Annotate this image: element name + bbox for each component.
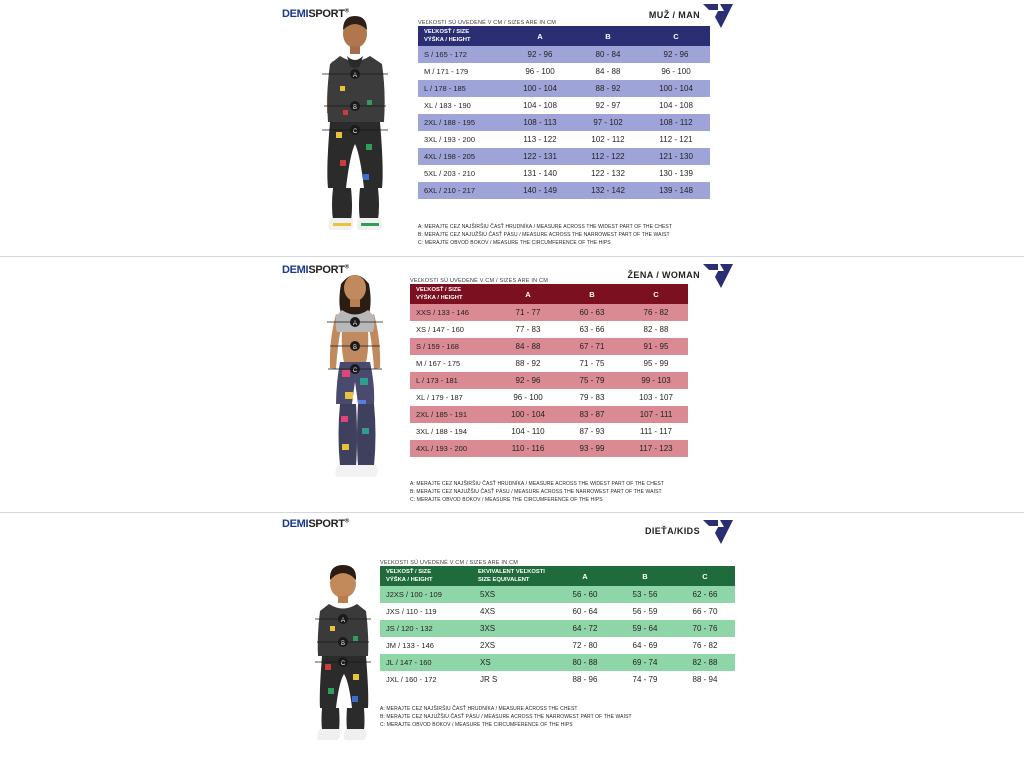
table-row (380, 620, 735, 637)
header-height-label-kids: VÝŠKA / HEIGHT (386, 577, 433, 583)
cell-b: 122 - 132 (574, 165, 642, 182)
header-size-women (410, 284, 496, 304)
svg-text:A: A (352, 73, 358, 79)
panel-title-kids: DIEŤA/KIDS (644, 526, 700, 536)
header-b-women: B (560, 284, 624, 304)
units-note-women: VEĽKOSTI SÚ UVEDENÉ V CM / SIZES ARE IN CM (410, 278, 548, 284)
table-row (410, 406, 688, 423)
figure-man (300, 14, 410, 242)
panel-title-men: MUŽ / MAN (648, 10, 700, 20)
cell-a: 131 - 140 (506, 165, 574, 182)
cell-c: 112 - 121 (642, 131, 710, 148)
figure-kid (295, 564, 391, 750)
cell-b: 87 - 93 (560, 423, 624, 440)
cell-b: 60 - 63 (560, 304, 624, 321)
cell-a: 104 - 108 (506, 97, 574, 114)
logo-demi-text: DEMI (282, 264, 309, 276)
header-height-label-women: VÝŠKA / HEIGHT (416, 295, 463, 301)
cell-a: 108 - 113 (506, 114, 574, 131)
table-header-row-women (410, 284, 688, 304)
table-row (418, 63, 710, 80)
cell-size: 6XL / 210 - 217 (418, 182, 506, 199)
cell-equivalent: 2XS (472, 637, 555, 654)
cell-c: 104 - 108 (642, 97, 710, 114)
cell-b: 56 - 59 (615, 603, 675, 620)
table-row (410, 321, 688, 338)
cell-a: 140 - 149 (506, 182, 574, 199)
cell-size: JM / 133 - 146 (380, 637, 472, 654)
cell-size: L / 178 - 185 (418, 80, 506, 97)
header-a-women: A (496, 284, 560, 304)
header-size-men (418, 26, 506, 46)
panel-women (0, 256, 1024, 512)
brand-chevron-icon (703, 264, 733, 288)
cell-c: 82 - 88 (675, 654, 735, 671)
legend-kids (380, 706, 632, 729)
cell-b: 83 - 87 (560, 406, 624, 423)
cell-c: 107 - 111 (624, 406, 688, 423)
table-row (410, 423, 688, 440)
cell-b: 88 - 92 (574, 80, 642, 97)
cell-c: 100 - 104 (642, 80, 710, 97)
cell-b: 69 - 74 (615, 654, 675, 671)
cell-size: J2XS / 100 - 109 (380, 586, 472, 603)
legend-line-c: C: MERAJTE OBVOD BOKOV / MEASURE THE CIRCUMFERENCE OF THE HIPS (380, 721, 573, 728)
logo-sport-text: SPORT (308, 518, 345, 530)
cell-size: XL / 183 - 190 (418, 97, 506, 114)
logo-demi-text: DEMI (282, 8, 309, 20)
legend-line-a: A: MERAJTE CEZ NAJŠIRŠIU ČASŤ HRUDNÍKA / MEASURE ACROSS THE WIDEST PART OF THE CHEST (410, 481, 664, 487)
cell-b: 92 - 97 (574, 97, 642, 114)
cell-b: 59 - 64 (615, 620, 675, 637)
cell-size: JL / 147 - 160 (380, 654, 472, 671)
legend-line-a: A: MERAJTE CEZ NAJŠIRŠIU ČASŤ HRUDNÍKA / MEASURE ACROSS THE WIDEST PART OF THE CHEST (418, 224, 672, 230)
cell-c: 103 - 107 (624, 389, 688, 406)
header-a-kids: A (555, 566, 615, 586)
units-note-kids: VEĽKOSTI SÚ UVEDENÉ V CM / SIZES ARE IN CM (380, 560, 518, 566)
cell-a: 92 - 96 (506, 46, 574, 63)
cell-size: XL / 179 - 187 (410, 389, 496, 406)
table-row (418, 165, 710, 182)
header-size-label-kids: VEĽKOSŤ / SIZE (386, 568, 432, 575)
cell-b: 67 - 71 (560, 338, 624, 355)
table-header-row-kids (380, 566, 735, 586)
cell-size: 4XL / 193 - 200 (410, 440, 496, 457)
legend-women (410, 481, 664, 504)
svg-text:C: C (352, 129, 358, 135)
table-row (410, 304, 688, 321)
size-table-women (410, 284, 688, 457)
cell-a: 84 - 88 (496, 338, 560, 355)
cell-c: 82 - 88 (624, 321, 688, 338)
table-row (380, 671, 735, 688)
cell-size: JXL / 160 - 172 (380, 671, 472, 688)
cell-c: 117 - 123 (624, 440, 688, 457)
panel-title-women: ŽENA / WOMAN (627, 270, 700, 280)
cell-c: 91 - 95 (624, 338, 688, 355)
svg-text:B: B (352, 345, 358, 351)
logo-demi-text: DEMI (282, 518, 309, 530)
table-row (410, 338, 688, 355)
cell-c: 95 - 99 (624, 355, 688, 372)
cell-a: 96 - 100 (506, 63, 574, 80)
logo-trademark: ® (344, 8, 349, 15)
logo-trademark: ® (344, 518, 349, 525)
cell-size: L / 173 - 181 (410, 372, 496, 389)
cell-size: 4XL / 198 - 205 (418, 148, 506, 165)
cell-c: 88 - 94 (675, 671, 735, 688)
size-table-kids (380, 566, 735, 688)
cell-b: 93 - 99 (560, 440, 624, 457)
header-c-kids: C (675, 566, 735, 586)
table-row (418, 148, 710, 165)
size-table-men (418, 26, 710, 199)
cell-c: 70 - 76 (675, 620, 735, 637)
legend-line-a: A: MERAJTE CEZ NAJŠIRŠIU ČASŤ HRUDNÍKA / MEASURE ACROSS THE CHEST (380, 706, 578, 712)
cell-size: M / 171 - 179 (418, 63, 506, 80)
header-size-label-men: VEĽKOSŤ / SIZE (424, 28, 470, 35)
legend-men (418, 224, 672, 247)
units-note-men: VEĽKOSTI SÚ UVEDENÉ V CM / SIZES ARE IN CM (418, 20, 556, 26)
logo-sport-text: SPORT (308, 8, 345, 20)
cell-size: M / 167 - 175 (410, 355, 496, 372)
cell-b: 80 - 84 (574, 46, 642, 63)
cell-b: 75 - 79 (560, 372, 624, 389)
cell-c: 62 - 66 (675, 586, 735, 603)
table-row (410, 440, 688, 457)
cell-c: 99 - 103 (624, 372, 688, 389)
header-c-men: C (642, 26, 710, 46)
svg-text:C: C (352, 368, 358, 374)
cell-b: 84 - 88 (574, 63, 642, 80)
cell-a: 80 - 88 (555, 654, 615, 671)
cell-a: 77 - 83 (496, 321, 560, 338)
table-row (418, 114, 710, 131)
cell-b: 79 - 83 (560, 389, 624, 406)
table-row (410, 389, 688, 406)
cell-size: 2XL / 185 - 191 (410, 406, 496, 423)
table-row (418, 80, 710, 97)
legend-line-c: C: MERAJTE OBVOD BOKOV / MEASURE THE CIRCUMFERENCE OF THE HIPS (410, 496, 603, 503)
cell-c: 121 - 130 (642, 148, 710, 165)
svg-text:C: C (340, 661, 346, 667)
cell-size: 2XL / 188 - 195 (418, 114, 506, 131)
cell-b: 71 - 75 (560, 355, 624, 372)
cell-b: 64 - 69 (615, 637, 675, 654)
header-a-men: A (506, 26, 574, 46)
figure-woman (300, 266, 410, 506)
cell-b: 74 - 79 (615, 671, 675, 688)
cell-c: 96 - 100 (642, 63, 710, 80)
svg-text:B: B (352, 105, 358, 111)
brand-chevron-icon (703, 520, 733, 544)
cell-equivalent: 3XS (472, 620, 555, 637)
cell-equivalent: XS (472, 654, 555, 671)
cell-c: 111 - 117 (624, 423, 688, 440)
panel-men (0, 0, 1024, 256)
cell-a: 113 - 122 (506, 131, 574, 148)
table-row (380, 603, 735, 620)
svg-text:A: A (340, 618, 346, 624)
cell-b: 53 - 56 (615, 586, 675, 603)
logo-sport-text: SPORT (308, 264, 345, 276)
cell-c: 108 - 112 (642, 114, 710, 131)
cell-size: 5XL / 203 - 210 (418, 165, 506, 182)
cell-a: 71 - 77 (496, 304, 560, 321)
table-row (410, 355, 688, 372)
header-equivalent-label-kids: EKVIVALENT VEĽKOSTI (478, 568, 545, 575)
header-b-kids: B (615, 566, 675, 586)
table-row (418, 182, 710, 199)
cell-a: 110 - 116 (496, 440, 560, 457)
cell-equivalent: 4XS (472, 603, 555, 620)
header-b-men: B (574, 26, 642, 46)
logo-demisport (282, 518, 349, 530)
table-row (418, 46, 710, 63)
cell-c: 66 - 70 (675, 603, 735, 620)
cell-a: 122 - 131 (506, 148, 574, 165)
legend-line-b: B: MERAJTE CEZ NAJUŽŠIU ČASŤ PÁSU / MEASURE ACROSS THE NARROWEST PART OF THE WAIST (380, 713, 632, 720)
cell-a: 60 - 64 (555, 603, 615, 620)
cell-size: XXS / 133 - 146 (410, 304, 496, 321)
brand-chevron-icon (703, 4, 733, 28)
logo-trademark: ® (344, 264, 349, 271)
table-header-row-men (418, 26, 710, 46)
table-row (410, 372, 688, 389)
cell-b: 132 - 142 (574, 182, 642, 199)
cell-size: S / 165 - 172 (418, 46, 506, 63)
legend-line-b: B: MERAJTE CEZ NAJUŽŠIU ČASŤ PÁSU / MEASURE ACROSS THE NARROWEST PART OF THE WAIST (410, 488, 662, 495)
cell-a: 56 - 60 (555, 586, 615, 603)
legend-line-b: B: MERAJTE CEZ NAJUŽŠIU ČASŤ PÁSU / MEASURE ACROSS THE NARROWEST PART OF THE WAIST (418, 231, 670, 238)
header-equivalent-kids (472, 566, 555, 586)
cell-equivalent: JR S (472, 671, 555, 688)
cell-b: 112 - 122 (574, 148, 642, 165)
cell-b: 63 - 66 (560, 321, 624, 338)
cell-c: 76 - 82 (675, 637, 735, 654)
header-equivalent-sub-kids: SIZE EQUIVALENT (478, 577, 530, 583)
header-c-women: C (624, 284, 688, 304)
cell-c: 76 - 82 (624, 304, 688, 321)
legend-line-c: C: MERAJTE OBVOD BOKOV / MEASURE THE CIRCUMFERENCE OF THE HIPS (418, 239, 611, 246)
svg-text:B: B (340, 641, 346, 647)
cell-size: 3XL / 188 - 194 (410, 423, 496, 440)
cell-a: 64 - 72 (555, 620, 615, 637)
cell-a: 96 - 100 (496, 389, 560, 406)
cell-size: JS / 120 - 132 (380, 620, 472, 637)
cell-a: 88 - 96 (555, 671, 615, 688)
cell-a: 92 - 96 (496, 372, 560, 389)
cell-b: 97 - 102 (574, 114, 642, 131)
cell-c: 92 - 96 (642, 46, 710, 63)
cell-a: 104 - 110 (496, 423, 560, 440)
header-height-label-men: VÝŠKA / HEIGHT (424, 37, 471, 43)
cell-size: S / 159 - 168 (410, 338, 496, 355)
cell-b: 102 - 112 (574, 131, 642, 148)
cell-a: 72 - 80 (555, 637, 615, 654)
table-row (380, 654, 735, 671)
cell-c: 139 - 148 (642, 182, 710, 199)
cell-equivalent: 5XS (472, 586, 555, 603)
cell-a: 100 - 104 (496, 406, 560, 423)
cell-a: 100 - 104 (506, 80, 574, 97)
table-row (418, 131, 710, 148)
table-row (418, 97, 710, 114)
cell-size: XS / 147 - 160 (410, 321, 496, 338)
panel-kids (0, 512, 1024, 768)
cell-size: 3XL / 193 - 200 (418, 131, 506, 148)
header-size-label-women: VEĽKOSŤ / SIZE (416, 286, 462, 293)
cell-size: JXS / 110 - 119 (380, 603, 472, 620)
cell-a: 88 - 92 (496, 355, 560, 372)
header-size-kids (380, 566, 472, 586)
table-row (380, 637, 735, 654)
svg-text:A: A (352, 321, 358, 327)
cell-c: 130 - 139 (642, 165, 710, 182)
table-row (380, 586, 735, 603)
